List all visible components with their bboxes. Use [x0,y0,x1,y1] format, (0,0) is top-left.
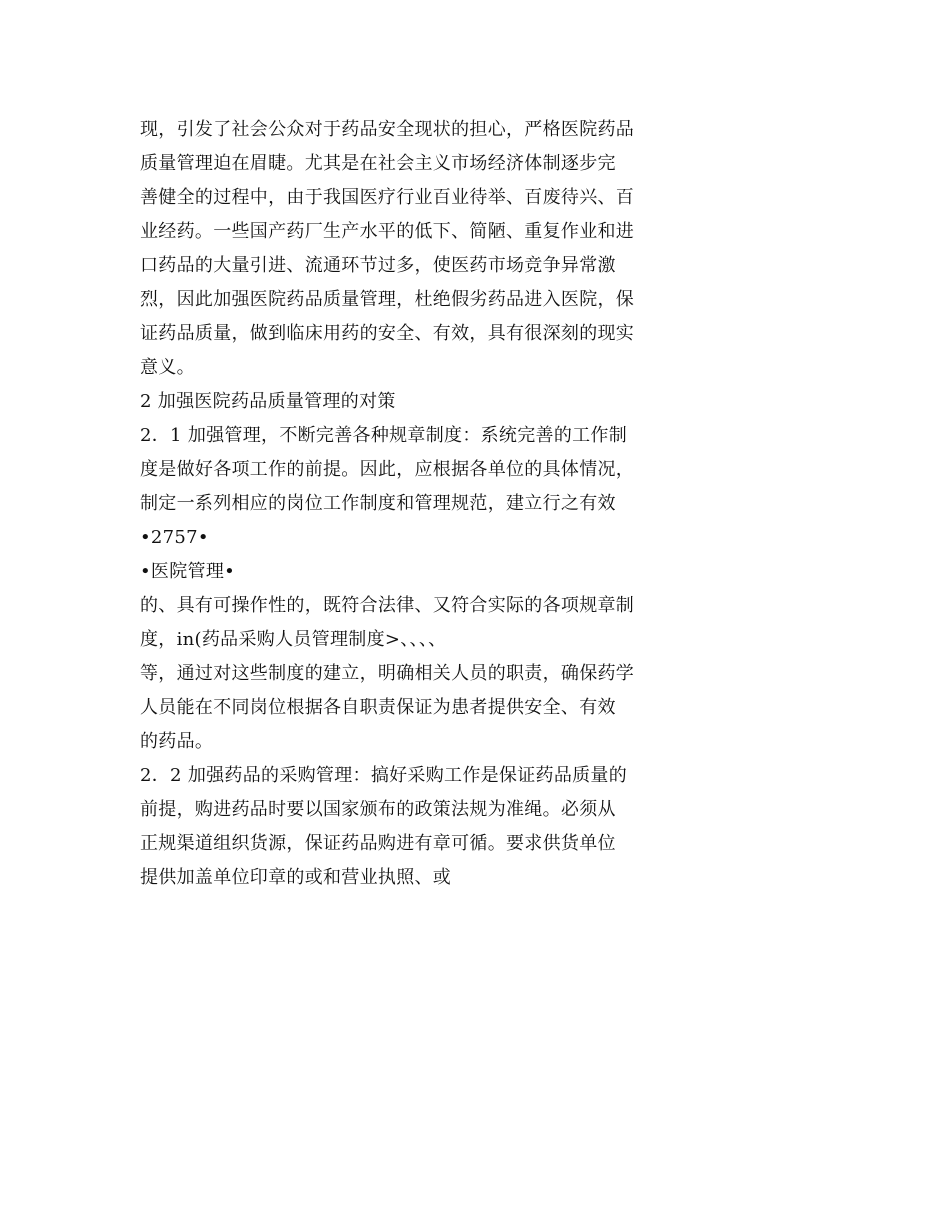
body-text [140,113,660,895]
text-line: 前提，购进药品时要以国家颁布的政策法规为准绳。必须从 [140,799,616,820]
text-line: 正规渠道组织货源，保证药品购进有章可循。要求供货单位 [140,833,616,854]
section-heading: 2 加强医院药品质量管理的对策 [140,391,396,412]
text-line: 等，通过对这些制度的建立，明确相关人员的职责，确保药学 [140,663,635,684]
text-line: 人员能在不同岗位根据各自职责保证为患者提供安全、有效 [140,697,616,718]
subsection-line: 2．2 加强药品的采购管理：搞好采购工作是保证药品质量的 [140,765,628,786]
running-header: •医院管理• [140,561,236,582]
text-line: 现，引发了社会公众对于药品安全现状的担心，严格医院药品 [140,119,635,140]
text-line: 意义。 [140,357,195,378]
text-line: 的药品。 [140,731,214,752]
text-line: 制定一系列相应的岗位工作制度和管理规范，建立行之有效 [140,493,616,514]
text-line: 口药品的大量引进、流通环节过多，使医药市场竞争异常激 [140,255,616,276]
subsection-line: 2．1 加强管理，不断完善各种规章制度：系统完善的工作制 [140,425,628,446]
text-line: 业经药。一些国产药厂生产水平的低下、简陋、重复作业和进 [140,221,635,242]
text-line: 提供加盖单位印章的或和营业执照、或 [140,867,452,888]
text-line: 的、具有可操作性的，既符合法律、又符合实际的各项规章制 [140,595,635,616]
page-number: •2757• [140,527,209,548]
text-line: 烈，因此加强医院药品质量管理，杜绝假劣药品进入医院，保 [140,289,635,310]
text-line: 善健全的过程中，由于我国医疗行业百业待举、百废待兴、百 [140,187,635,208]
text-line: 证药品质量，做到临床用药的安全、有效，具有很深刻的现实 [140,323,635,344]
text-line: 度是做好各项工作的前提。因此，应根据各单位的具体情况， [140,459,635,480]
text-line: 度，in(药品采购人员管理制度>、、、、 [140,629,447,650]
text-line: 质量管理迫在眉睫。尤其是在社会主义市场经济体制逐步完 [140,153,616,174]
